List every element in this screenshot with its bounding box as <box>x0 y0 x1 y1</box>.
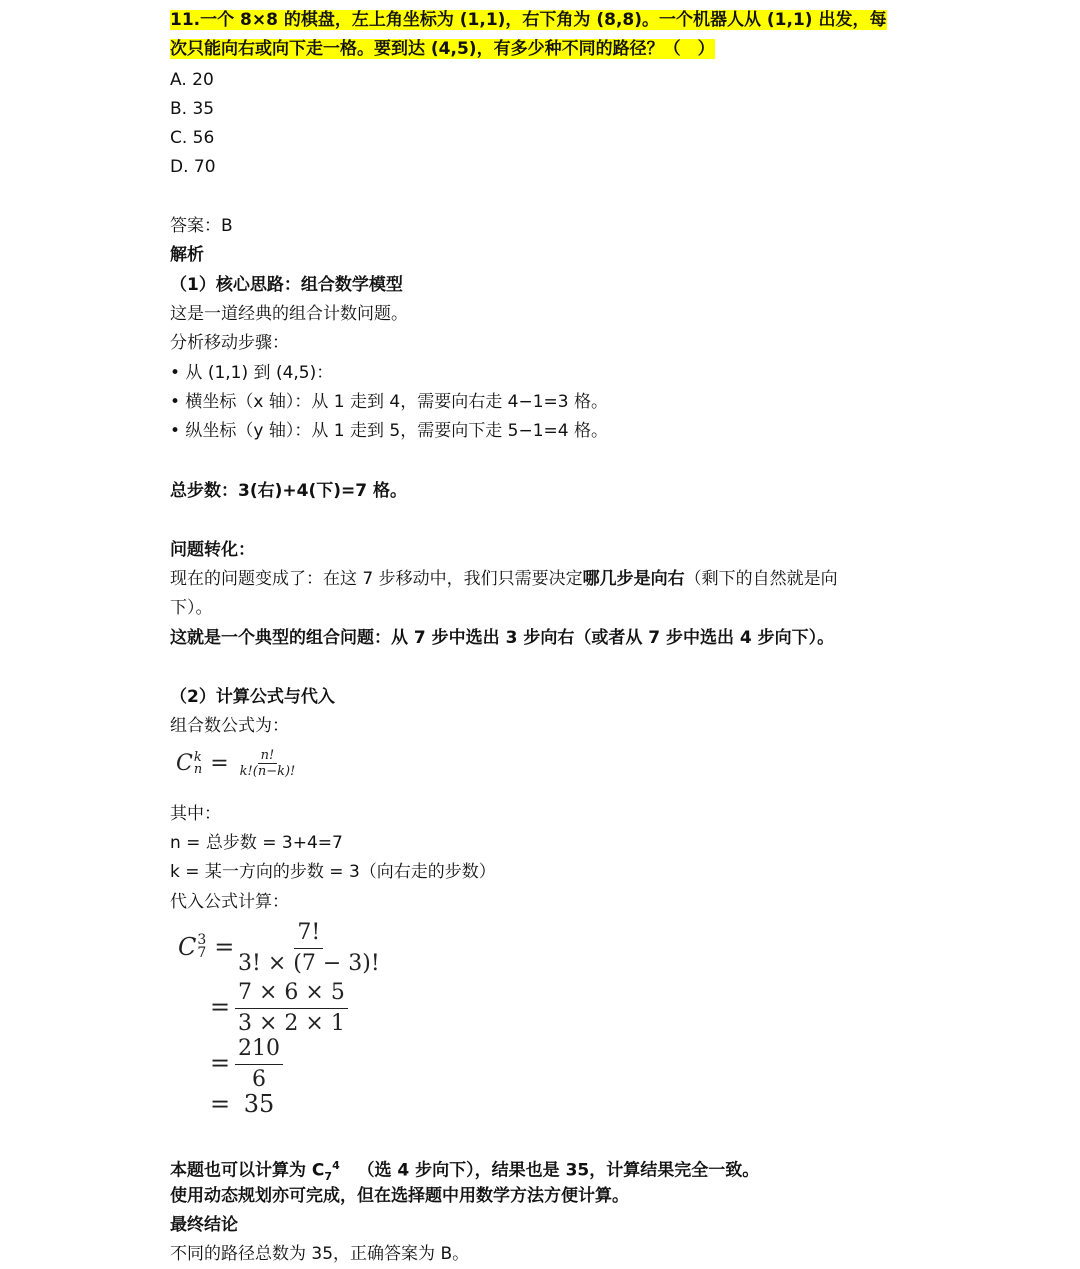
formula-fraction <box>237 748 299 779</box>
calc-result: 35 <box>243 1090 275 1118</box>
question-text-1: 11.一个 8×8 的棋盘，左上角坐标为 (1,1)，右下角为 (8,8)。一个机器人从 (1,1) 出发，每 <box>170 10 887 30</box>
formula-eq: = <box>210 751 229 776</box>
transform-line-1 <box>170 566 838 592</box>
section1-heading: （1）核心思路：组合数学模型 <box>170 275 403 295</box>
calc-eq-2: = <box>210 993 231 1021</box>
question-text-2: 次只能向右或向下走一格。要到达 (4,5)，有多少种不同的路径？（ ） <box>170 39 715 59</box>
k-definition: k = 某一方向的步数 = 3（向右走的步数） <box>170 862 496 882</box>
formula-label: 组合数公式为： <box>170 716 289 736</box>
transform-line-2: 下）。 <box>170 598 213 618</box>
formula-numerator: n! <box>258 748 278 764</box>
alt-prefix: 本题也可以计算为 C <box>170 1160 325 1181</box>
where-label: 其中： <box>170 804 221 824</box>
transform-text-a: 现在的问题变成了：在这 7 步移动中，我们只需要决定 <box>170 569 583 589</box>
option-b: B. 35 <box>170 99 215 119</box>
bullet-3: • 纵坐标（y 轴）：从 1 走到 5，需要向下走 5−1=4 格。 <box>170 421 608 441</box>
bullet-1: • 从 (1,1) 到 (4,5)： <box>170 363 334 383</box>
calc-num-2: 7 × 6 × 5 <box>235 978 348 1009</box>
section2-heading: （2）计算公式与代入 <box>170 687 335 707</box>
n-definition: n = 总步数 = 3+4=7 <box>170 833 343 853</box>
calc-fraction-3 <box>235 1034 283 1095</box>
question-line-1 <box>170 7 887 33</box>
calc-result-row <box>210 1090 274 1118</box>
calc-num-3: 210 <box>235 1034 283 1065</box>
transform-text-c: （剩下的自然就是向 <box>684 569 838 589</box>
calc-fraction-2 <box>235 978 348 1039</box>
transform-title: 问题转化： <box>170 540 255 560</box>
calc-eq-1: = <box>214 933 235 961</box>
alt-sup: 4 <box>332 1159 340 1172</box>
combo-statement: 这就是一个典型的组合问题：从 7 步中选出 3 步向右（或者从 7 步中选出 4 步向下）。 <box>170 628 835 648</box>
calc-den-1: 3! × (7 − 3)! <box>238 951 380 976</box>
calc-den-3: 6 <box>252 1067 266 1092</box>
analysis-title: 解析 <box>170 245 204 265</box>
combination-formula <box>176 748 298 779</box>
total-steps: 总步数：3(右)+4(下)=7 格。 <box>170 481 407 501</box>
alt-sub: 7 <box>324 1170 333 1184</box>
answer: 答案：B <box>170 216 233 236</box>
formula-sup: k <box>193 749 202 765</box>
conclusion: 不同的路径总数为 35，正确答案为 B。 <box>170 1244 470 1264</box>
formula-denominator: k!(n−k)! <box>239 764 296 779</box>
conclusion-title: 最终结论 <box>170 1215 238 1235</box>
calc-c: C <box>178 933 197 961</box>
formula-c: C <box>176 751 193 776</box>
calc-sub: 7 <box>197 945 207 961</box>
calc-eq-4: = <box>210 1090 231 1118</box>
option-a: A. 20 <box>170 70 214 90</box>
calc-sup: 3 <box>197 932 207 948</box>
steps-label: 分析移动步骤： <box>170 333 289 353</box>
alt-suffix: （选 4 步向下），结果也是 35，计算结果完全一致。 <box>357 1160 760 1181</box>
substitute-label: 代入公式计算： <box>170 892 289 912</box>
dp-note: 使用动态规划亦可完成，但在选择题中用数学方法方便计算。 <box>170 1186 629 1206</box>
calc-num-1: 7! <box>294 918 323 949</box>
calc-fraction-1 <box>235 918 383 979</box>
calc-lhs <box>178 933 234 961</box>
calc-den-2: 3 × 2 × 1 <box>238 1011 345 1036</box>
calc-eq-3: = <box>210 1049 231 1077</box>
bullet-2: • 横坐标（x 轴）：从 1 走到 4，需要向右走 4−1=3 格。 <box>170 392 608 412</box>
option-d: D. 70 <box>170 157 216 177</box>
question-line-2 <box>170 36 715 62</box>
formula-sub: n <box>193 761 203 777</box>
transform-text-b: 哪几步是向右 <box>582 569 685 589</box>
section1-intro: 这是一道经典的组合计数问题。 <box>170 304 408 324</box>
option-c: C. 56 <box>170 128 215 148</box>
